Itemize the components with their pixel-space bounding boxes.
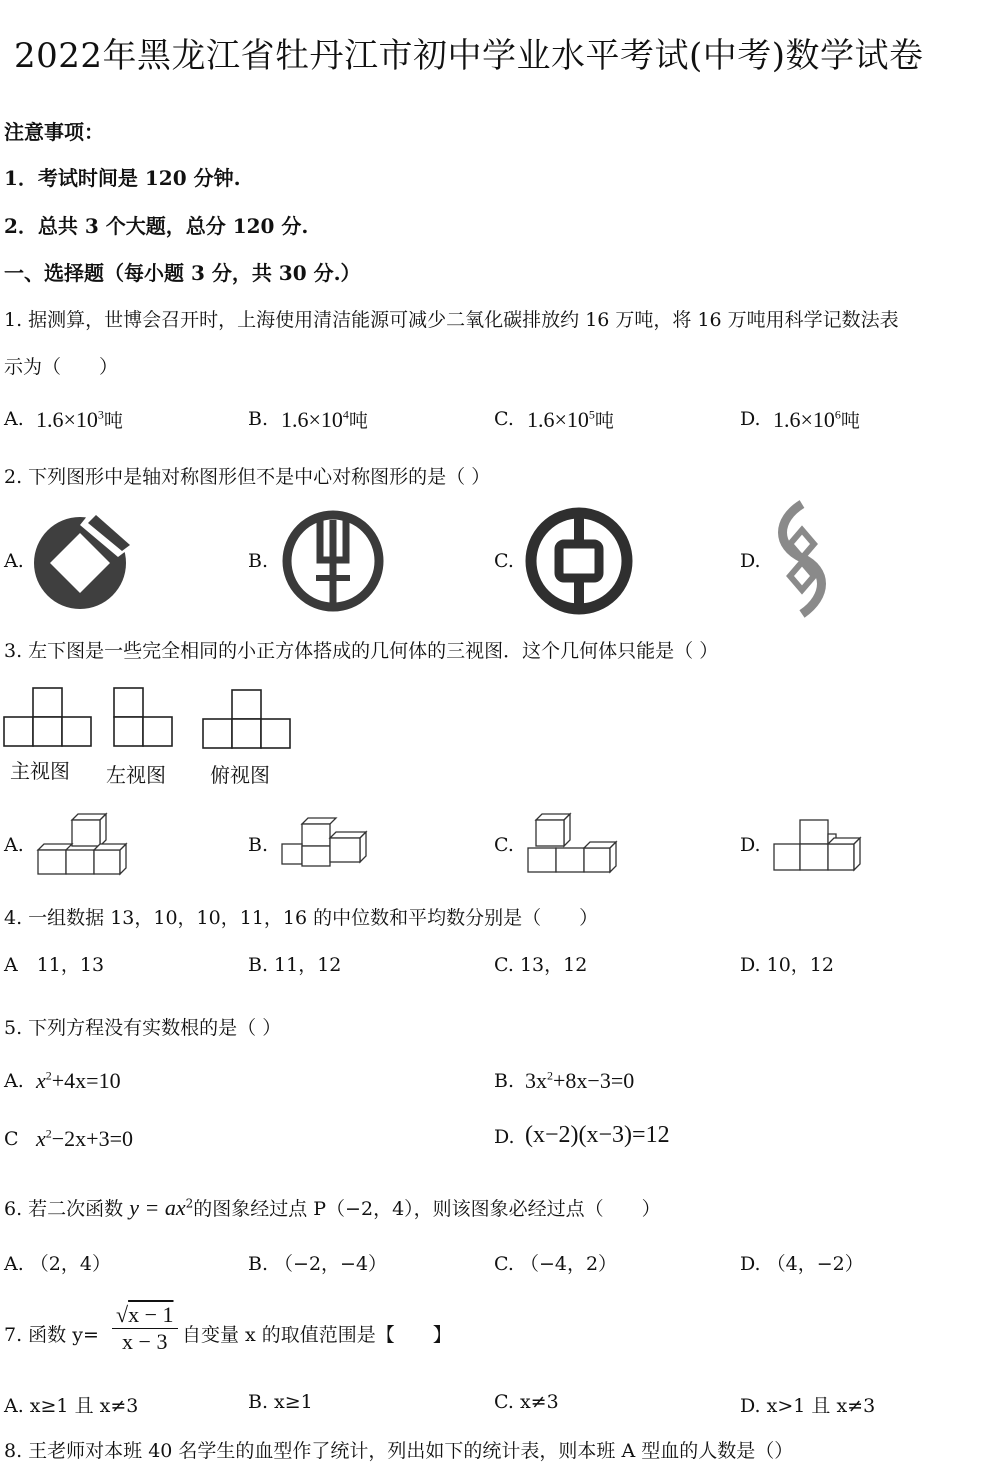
q7-denominator: x − 3 — [122, 1329, 168, 1354]
q7-option-d: D. x>1 且 x≠3 — [740, 1395, 876, 1417]
q1-option-d: $1.6\times 10^6$吨 — [773, 407, 860, 432]
boc-logo-icon — [524, 506, 634, 616]
note-item-1: 1．考试时间是 120 分钟. — [4, 166, 241, 190]
q5-option-a: $x^2+4x=10$ — [36, 1068, 121, 1093]
q3-option-d-figure — [772, 816, 864, 874]
top-view-label: 俯视图 — [210, 763, 270, 787]
page-title: 2022年黑龙江省牡丹江市初中学业水平考试(中考)数学试卷 — [14, 36, 924, 76]
q1-option-c-label: C. — [494, 408, 514, 430]
q7-option-a: A. x≥1 且 x≠3 — [4, 1395, 139, 1417]
left-view-label: 左视图 — [106, 763, 166, 787]
q6-option-a: A. （2，4） — [4, 1253, 111, 1275]
q2-option-a-label: A. — [4, 550, 24, 572]
q3-option-a-figure — [36, 812, 128, 876]
q5-stem: 5. 下列方程没有实数根的是（ ） — [4, 1017, 282, 1039]
q5-option-a-label: A. — [4, 1070, 24, 1092]
q1-option-c: $1.6\times 10^5$吨 — [527, 407, 614, 432]
left-view-figure — [113, 686, 175, 748]
q1-stem-line2: 示为（ ） — [4, 356, 119, 378]
q3-option-c-label: C. — [494, 834, 514, 856]
top-view-figure — [202, 688, 294, 750]
q5-option-b-label: B. — [494, 1070, 515, 1092]
q4-option-c: C. 13，12 — [494, 954, 588, 976]
q5-option-d-label: D. — [494, 1126, 515, 1148]
q1-option-d-label: D. — [740, 408, 761, 430]
q4-option-b: B. 11，12 — [248, 954, 342, 976]
front-view-figure — [3, 686, 95, 748]
q3-option-d-label: D. — [740, 834, 761, 856]
q7-option-c: C. x≠3 — [494, 1391, 559, 1413]
s-logo-icon — [762, 500, 842, 620]
q1-option-b-label: B. — [248, 408, 269, 430]
q1-option-b: $1.6\times 10^4$吨 — [281, 407, 368, 432]
ccb-logo-icon — [30, 505, 140, 615]
q7-stem-pre: 7. 函数 y= — [4, 1324, 99, 1346]
q7-option-b: B. x≥1 — [248, 1391, 313, 1413]
q5-option-b: $3x^2+8x-3=0$ — [525, 1068, 635, 1093]
q4-option-d: D. 10，12 — [740, 954, 834, 976]
q5-option-d: (x−2)(x−3)=12 — [525, 1122, 670, 1148]
q3-option-b-figure — [280, 814, 372, 870]
q3-option-c-figure — [526, 812, 618, 876]
section-heading: 一、选择题（每小题 3 分，共 30 分.） — [4, 261, 361, 285]
q6-option-b: B. （−2，−4） — [248, 1253, 388, 1275]
q1-stem-line1: 1. 据测算，世博会召开时，上海使用清洁能源可减少二氧化碳排放约 16 万吨，将 16 万吨用科学记数法表 — [4, 309, 899, 331]
abc-logo-icon — [280, 508, 386, 614]
q3-stem: 3. 左下图是一些完全相同的小正方体搭成的几何体的三视图．这个几何体只能是（ ） — [4, 640, 719, 662]
note-item-2: 2．总共 3 个大题，总分 120 分. — [4, 214, 309, 238]
q6-option-d: D. （4，−2） — [740, 1253, 864, 1275]
q4-stem: 4. 一组数据 13，10，10，11，16 的中位数和平均数分别是（ ） — [4, 907, 599, 929]
q1-option-a: $1.6\times 10^3$吨 — [36, 407, 123, 432]
q6-stem: 6. 若二次函数 $y = ax^2$的图象经过点 P（−2，4），则该图象必经过点（ ） — [4, 1195, 661, 1220]
q3-option-b-label: B. — [248, 834, 269, 856]
q7-fraction — [112, 1302, 178, 1355]
front-view-label: 主视图 — [10, 759, 70, 783]
q8-stem: 8. 王老师对本班 40 名学生的血型作了统计，列出如下的统计表，则本班 A 型血的人数是（） — [4, 1440, 794, 1462]
q3-option-a-label: A. — [4, 834, 24, 856]
q7-stem-post: 自变量 x 的取值范围是【 】 — [182, 1324, 452, 1346]
q7-numerator: √x − 1 — [112, 1302, 178, 1329]
q4-option-a: A 11，13 — [4, 954, 105, 976]
q2-option-b-label: B. — [248, 550, 269, 572]
q2-option-d-label: D. — [740, 550, 761, 572]
q2-option-c-label: C. — [494, 550, 514, 572]
q5-option-c: $x^2-2x+3=0$ — [36, 1126, 133, 1151]
notes-heading: 注意事项： — [4, 120, 104, 144]
q5-option-c-label: C — [4, 1128, 19, 1150]
q1-option-a-label: A. — [4, 408, 24, 430]
q2-stem: 2. 下列图形中是轴对称图形但不是中心对称图形的是（ ） — [4, 466, 491, 488]
q6-option-c: C. （−4，2） — [494, 1253, 618, 1275]
